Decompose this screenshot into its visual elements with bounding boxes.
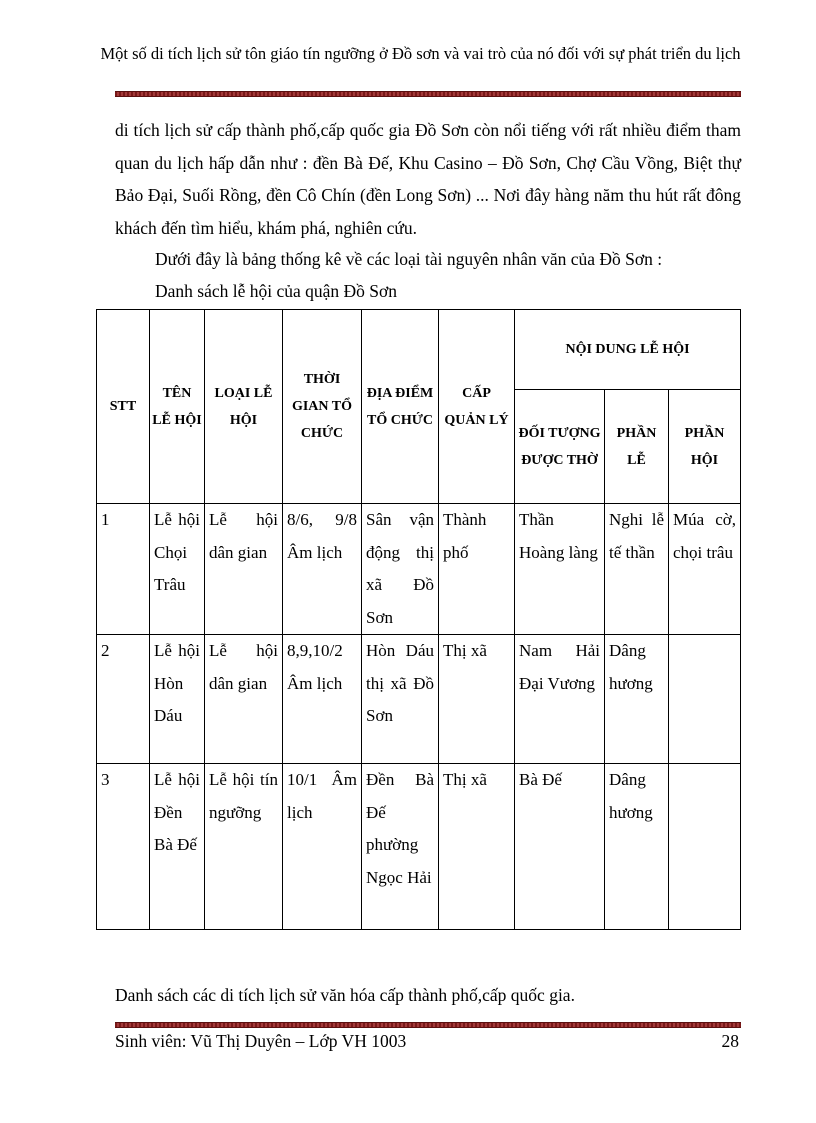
header-doi-tuong: ĐỐI TƯỢNG ĐƯỢC THỜ [515,390,605,504]
cell-loai: Lễ hội dân gian [205,504,283,635]
header-noi-dung: NỘI DUNG LỄ HỘI [515,310,741,390]
cell-loai: Lễ hội dân gian [205,635,283,764]
cell-thoi-gian: 8,9,10/2 Âm lịch [283,635,362,764]
cell-phan-le: Dâng hương [605,764,669,930]
festival-table [96,309,741,930]
cell-stt: 2 [97,635,150,764]
header-ten-le-hoi: TÊN LỄ HỘI [150,310,205,504]
after-table-text: Danh sách các di tích lịch sử văn hóa cấp thành phố,cấp quốc gia. [115,985,575,1005]
cell-thoi-gian: 10/1 Âm lịch [283,764,362,930]
cell-phan-le: Dâng hương [605,635,669,764]
cell-dia-diem: Sân vận động thị xã Đồ Sơn [362,504,439,635]
cell-phan-hoi [669,635,741,764]
header-cap-quan-ly: CẤP QUẢN LÝ [439,310,515,504]
header-stt: STT [97,310,150,504]
header-phan-hoi: PHẦN HỘI [669,390,741,504]
cell-ten: Lễ hội Đền Bà Đế [150,764,205,930]
page-header-title: Một số di tích lịch sử tôn giáo tín ngưỡng ở Đồ sơn và vai trò của nó đối với sự phát triển du lịch [100,44,741,63]
body-paragraph: di tích lịch sử cấp thành phố,cấp quốc gia Đồ Sơn còn nổi tiếng với rất nhiều điểm tham quan du lịch hấp dẫn như : đền Bà Đế, Khu Casino – Đồ Sơn, Chợ Cầu Vồng, Biệt thự Bảo Đại, Suối Rồng, đền Cô Chín (đền Long Sơn) ... Nơi đây hàng năm thu hút rất đông khách đến tìm hiểu, khám phá, nghiên cứu. [115,120,741,238]
header-phan-le: PHẦN LỄ [605,390,669,504]
cell-phan-le: Nghi lễ tế thần [605,504,669,635]
header-dia-diem: ĐỊA ĐIỂM TỔ CHỨC [362,310,439,504]
cell-cap: Thành phố [439,504,515,635]
header-rule [115,91,741,97]
cell-dia-diem: Đền Bà Đế phường Ngọc Hải [362,764,439,930]
table-caption: Danh sách lễ hội của quận Đồ Sơn [155,281,398,301]
header-loai-le-hoi: LOẠI LỄ HỘI [205,310,283,504]
header-thoi-gian: THỜI GIAN TỔ CHỨC [283,310,362,504]
table-row [97,635,741,764]
cell-stt: 3 [97,764,150,930]
footer-student: Sinh viên: Vũ Thị Duyên – Lớp VH 1003 [115,1031,407,1051]
cell-phan-hoi [669,764,741,930]
table-row [97,764,741,930]
cell-stt: 1 [97,504,150,635]
cell-doi-tuong: Bà Đế [515,764,605,930]
cell-cap: Thị xã [439,635,515,764]
cell-doi-tuong: Thần Hoàng làng [515,504,605,635]
page-number: 28 [721,1031,739,1051]
cell-dia-diem: Hòn Dáu thị xã Đồ Sơn [362,635,439,764]
footer-rule [115,1022,741,1028]
cell-thoi-gian: 8/6, 9/8 Âm lịch [283,504,362,635]
table-row [97,504,741,635]
cell-ten: Lễ hội Chọi Trâu [150,504,205,635]
cell-doi-tuong: Nam Hải Đại Vương [515,635,605,764]
cell-phan-hoi: Múa cờ, chọi trâu [669,504,741,635]
cell-loai: Lễ hội tín ngưỡng [205,764,283,930]
cell-ten: Lễ hội Hòn Dáu [150,635,205,764]
cell-cap: Thị xã [439,764,515,930]
intro-line: Dưới đây là bảng thống kê về các loại tài nguyên nhân văn của Đồ Sơn : [155,249,663,269]
